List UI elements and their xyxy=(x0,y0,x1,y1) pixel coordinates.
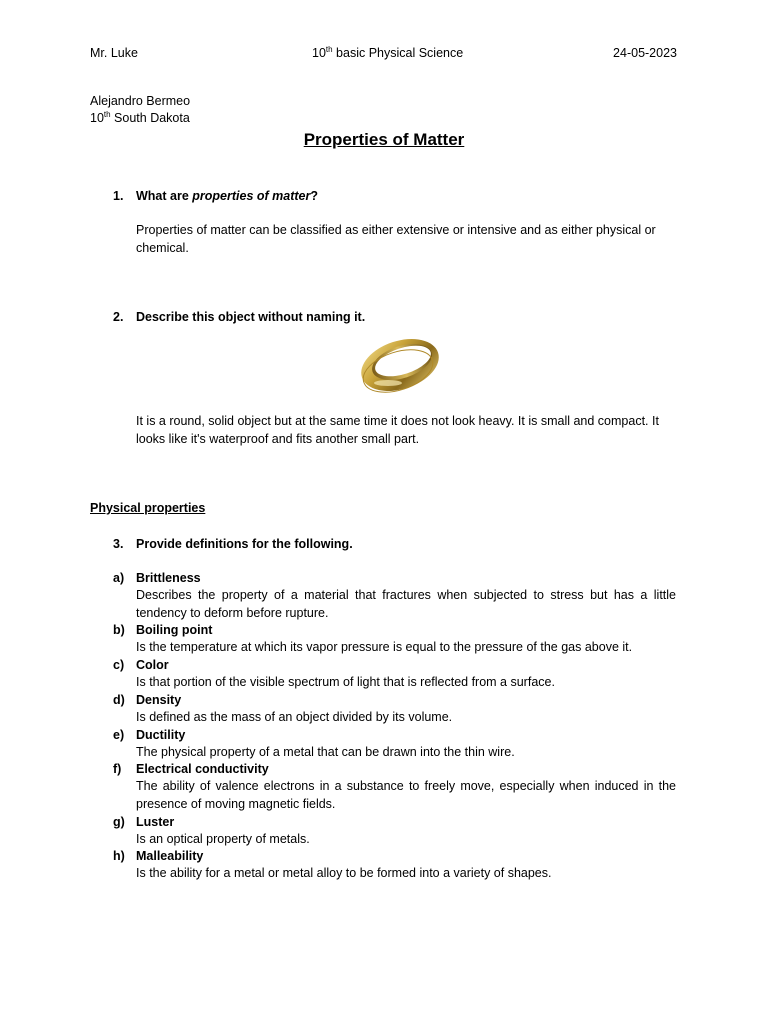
student-group xyxy=(90,110,190,128)
definition-term: Color xyxy=(136,658,169,672)
definition-letter: h) xyxy=(113,849,125,863)
definition-text: Is that portion of the visible spectrum of light that is reflected from a surface. xyxy=(136,675,555,689)
definition-text: The physical property of a metal that can be drawn into the thin wire. xyxy=(136,745,515,759)
question-1-number: 1. xyxy=(113,189,124,203)
question-1-answer: Properties of matter can be classified as either extensive or intensive and as either physical or chemical. xyxy=(136,223,656,255)
definition-letter: b) xyxy=(113,623,125,637)
question-1-prefix: What are xyxy=(136,189,193,203)
student-grade-sup: th xyxy=(103,110,111,119)
definition-term: Brittleness xyxy=(136,571,201,585)
definition-letter: f) xyxy=(113,762,122,776)
definition-term: Malleability xyxy=(136,849,204,863)
definition-text: Is defined as the mass of an object divided by its volume. xyxy=(136,710,453,724)
question-3-text: Provide definitions for the following. xyxy=(136,537,353,551)
definition-term: Luster xyxy=(136,815,175,829)
ring-image xyxy=(352,335,444,397)
document-date: 24-05-2023 xyxy=(613,46,677,60)
definition-letter: a) xyxy=(113,571,125,585)
definition-term: Boiling point xyxy=(136,623,213,637)
definition-term: Ductility xyxy=(136,728,186,742)
course-label xyxy=(312,45,463,63)
definition-term: Density xyxy=(136,693,182,707)
page-title: Properties of Matter xyxy=(303,130,465,149)
student-grade: 10 xyxy=(90,111,104,125)
course-name: basic Physical Science xyxy=(332,46,464,60)
definition-letter: d) xyxy=(113,693,125,707)
student-name: Alejandro Bermeo xyxy=(90,94,191,108)
question-1-text xyxy=(136,188,318,206)
question-2-number: 2. xyxy=(113,310,124,324)
question-3-number: 3. xyxy=(113,537,124,551)
teacher-name: Mr. Luke xyxy=(90,46,138,60)
definition-term: Electrical conductivity xyxy=(136,762,269,776)
definition-text: Is the temperature at which its vapor pressure is equal to the pressure of the gas above it. xyxy=(136,640,633,654)
question-2-text: Describe this object without naming it. xyxy=(136,310,366,324)
question-1-suffix: ? xyxy=(310,189,318,203)
definition-letter: g) xyxy=(113,815,125,829)
definition-text: The ability of valence electrons in a substance to freely move, especially when induced in the presence of moving magnetic fields. xyxy=(136,779,676,811)
course-grade: 10 xyxy=(312,46,326,60)
definition-text: Is the ability for a metal or metal alloy to be formed into a variety of shapes. xyxy=(136,866,552,880)
definition-text: Is an optical property of metals. xyxy=(136,832,310,846)
definition-letter: c) xyxy=(113,658,125,672)
question-2-answer: It is a round, solid object but at the same time it does not look heavy. It is small and compact. It looks like it's waterproof and fits another small part. xyxy=(136,414,659,446)
student-group-name: South Dakota xyxy=(110,111,190,125)
definition-letter: e) xyxy=(113,728,125,742)
question-1-emphasis: properties of matter xyxy=(192,189,311,203)
course-grade-sup: th xyxy=(325,45,333,54)
section-heading: Physical properties xyxy=(90,501,206,515)
definition-text: Describes the property of a material that fractures when subjected to stress but has a little tendency to deform before rupture. xyxy=(136,588,676,620)
